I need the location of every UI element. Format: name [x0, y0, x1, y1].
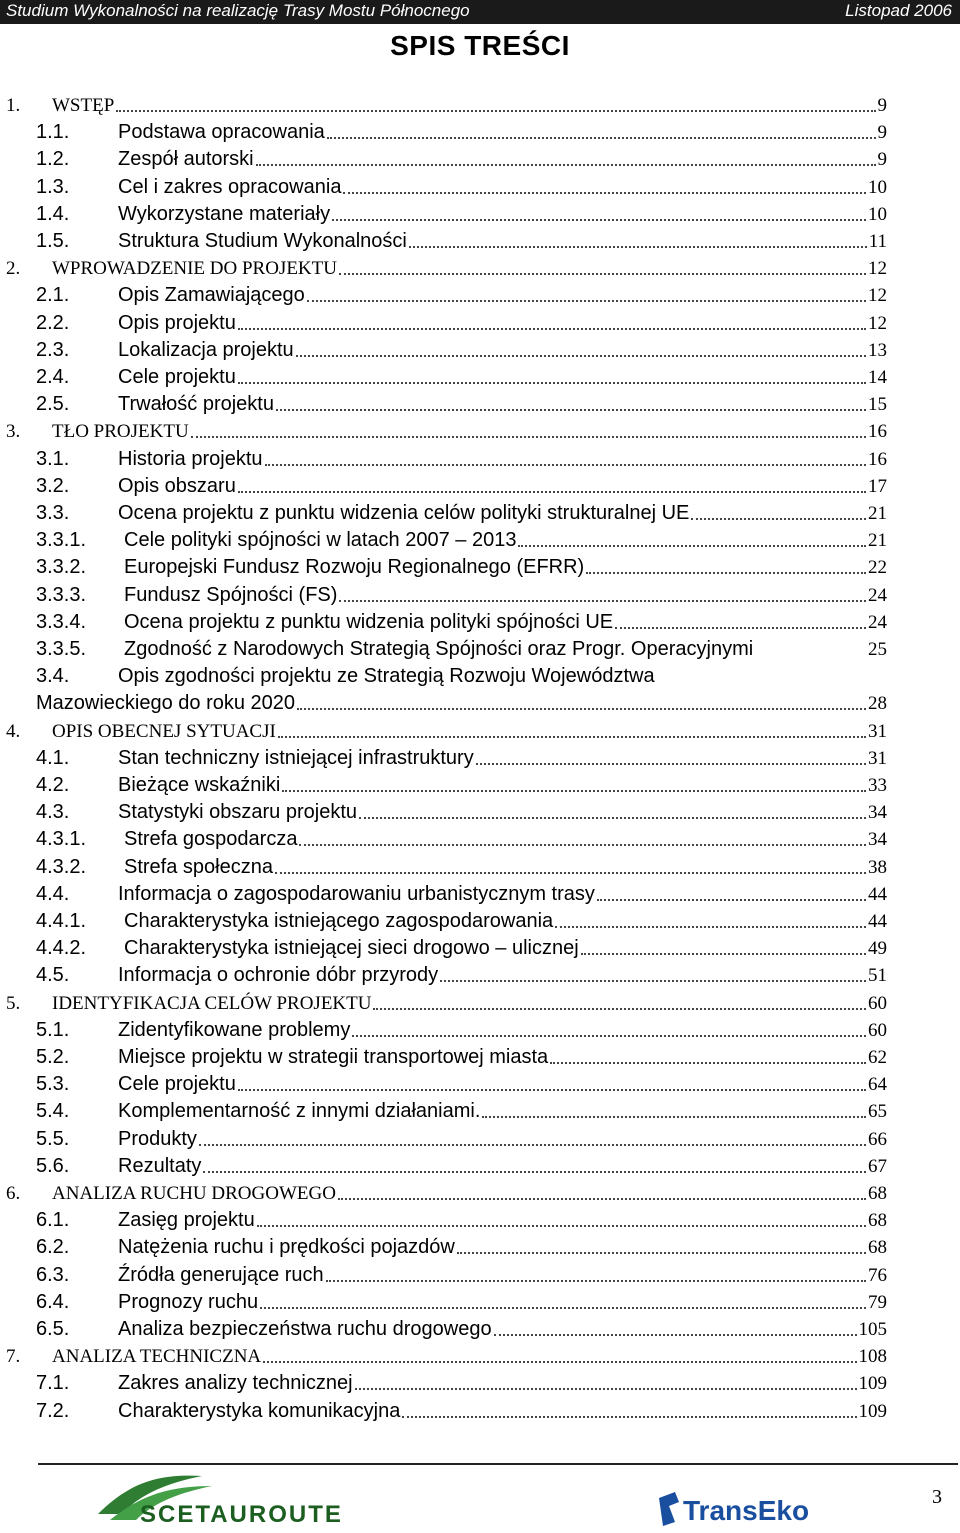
toc-entry-page: 21	[868, 503, 887, 524]
toc-entry-page: 12	[868, 258, 887, 280]
toc-entry-title: Zespół autorski	[118, 148, 254, 171]
toc-entry-number: 6.	[6, 1183, 21, 1204]
toc-entry-page: 31	[868, 720, 887, 742]
toc-entry-title: Ocena projektu z punktu widzenia polityki spójności UE	[124, 610, 614, 633]
toc-entry-leader	[555, 926, 866, 928]
toc-entry-leader	[326, 1280, 866, 1282]
toc-entry-page: 10	[868, 203, 887, 225]
toc-entry[interactable]	[0, 1262, 960, 1289]
toc-entry-number: 7.2.	[36, 1399, 70, 1422]
toc-entry-leader	[332, 219, 866, 221]
toc-entry-leader	[238, 382, 866, 384]
transeko-logo	[655, 1488, 820, 1530]
toc-entry-title: Informacja o zagospodarowaniu urbanistycznym trasy	[118, 882, 595, 905]
toc-entry[interactable]	[0, 745, 960, 772]
toc-entry-leader	[296, 355, 866, 357]
toc-entry-title: IDENTYFIKACJA CELÓW PROJEKTU	[52, 992, 372, 1014]
toc-entry-number: 5.3.	[36, 1073, 70, 1096]
toc-entry-title: Cele projektu	[118, 1073, 236, 1096]
toc-entry-number: 1.2.	[36, 148, 70, 171]
toc-entry[interactable]	[0, 1398, 960, 1425]
toc-entry-title: Lokalizacja projektu	[118, 338, 294, 361]
toc-entry-title: Miejsce projektu w strategii transportowej miasta	[118, 1046, 549, 1068]
toc-entry-leader	[355, 1388, 857, 1390]
toc-entry-page: 105	[858, 1319, 887, 1340]
toc-entry-leader	[238, 328, 866, 330]
transeko-logo-text: TransEko	[683, 1495, 810, 1526]
toc-entry-leader	[615, 627, 866, 629]
toc-entry-title: Europejski Fundusz Rozwoju Regionalnego (EFRR)	[124, 556, 585, 579]
toc-entry-page: 21	[868, 530, 887, 552]
toc-entry[interactable]	[0, 799, 960, 826]
toc-entry[interactable]	[0, 1098, 960, 1125]
toc-entry-title: Historia projektu	[118, 447, 263, 470]
toc-entry-title: Cel i zakres opracowania	[118, 175, 342, 198]
toc-entry-number: 2.5.	[36, 393, 70, 416]
toc-entry-page: 66	[868, 1128, 887, 1150]
toc-entry-title: Źródła generujące ruch	[118, 1263, 324, 1286]
toc-entry[interactable]	[0, 718, 960, 745]
toc-entry-page: 9	[877, 149, 887, 171]
toc-entry-leader	[307, 300, 866, 302]
toc-entry-number: 3.1.	[36, 447, 70, 470]
toc-entry[interactable]	[0, 962, 960, 989]
toc-entry-title: Charakterystyka komunikacyjna	[118, 1399, 401, 1422]
toc-entry-title: ANALIZA TECHNICZNA	[52, 1346, 262, 1368]
toc-entry-page: 9	[877, 122, 887, 144]
toc-entry-title: Zgodność z Narodowych Strategią Spójności oraz Progr. Operacyjnymi	[124, 638, 754, 660]
toc-entry-page: 68	[868, 1210, 887, 1232]
toc-entry[interactable]	[0, 582, 960, 609]
toc-entry[interactable]	[0, 92, 960, 119]
footer-divider	[38, 1463, 958, 1465]
toc-entry-leader	[338, 1198, 866, 1200]
toc-entry-title: Struktura Studium Wykonalności	[118, 230, 407, 252]
toc-entry-title: Opis zgodności projektu ze Strategią Rozwoju Województwa	[118, 665, 655, 688]
toc-entry-page: 79	[868, 1291, 887, 1313]
toc-entry-title: Strefa społeczna	[124, 855, 273, 878]
toc-entry-leader	[482, 1116, 866, 1118]
toc-entry-title: OPIS OBECNEJ SYTUACJI	[52, 720, 276, 742]
toc-entry-title: Zasięg projektu	[118, 1209, 255, 1232]
toc-entry-page: 34	[868, 802, 887, 824]
toc-entry-leader	[257, 1225, 866, 1227]
toc-entry-number: 2.1.	[36, 284, 70, 307]
toc-entry-leader	[550, 1062, 866, 1064]
toc-entry-number: 3.3.3.	[36, 583, 87, 606]
toc-entry-number: 4.5.	[36, 964, 70, 987]
toc-entry-title: Opis obszaru	[118, 474, 236, 497]
toc-entry-leader	[282, 790, 866, 792]
toc-entry-leader	[476, 763, 866, 765]
toc-entry-leader	[359, 817, 866, 819]
toc-entry[interactable]	[0, 473, 960, 500]
toc-entry[interactable]	[0, 1071, 960, 1098]
toc-entry-leader	[297, 708, 866, 710]
toc-entry-number: 7.	[6, 1346, 21, 1368]
toc-entry-number: 5.1.	[36, 1018, 70, 1041]
toc-entry-leader	[373, 1008, 866, 1010]
toc-entry[interactable]	[0, 1289, 960, 1316]
toc-entry-number: 3.3.2.	[36, 556, 87, 579]
toc-entry-title: Analiza bezpieczeństwa ruchu drogowego	[118, 1318, 492, 1340]
toc-entry-page: 62	[868, 1047, 887, 1068]
toc-entry[interactable]	[0, 1044, 960, 1071]
toc-entry-leader	[457, 1252, 866, 1254]
toc-entry-number: 2.2.	[36, 311, 70, 334]
toc-entry-title: Natężenia ruchu i prędkości pojazdów	[118, 1236, 455, 1259]
toc-entry-page: 24	[868, 611, 887, 633]
toc-entry[interactable]	[0, 391, 960, 418]
toc-entry-page: 64	[868, 1074, 887, 1096]
toc-entry-page: 34	[868, 829, 887, 851]
toc-entry-leader	[518, 545, 866, 547]
toc-entry-page: 31	[868, 747, 887, 769]
toc-entry-number: 3.3.	[36, 502, 70, 524]
toc-entry-leader	[263, 1361, 856, 1363]
toc-entry-number: 3.	[6, 421, 21, 443]
toc-entry[interactable]	[0, 990, 960, 1017]
toc-entry-number: 6.5.	[36, 1318, 70, 1340]
toc-entry[interactable]	[0, 690, 960, 717]
toc-entry[interactable]	[0, 772, 960, 799]
toc-entry-number: 1.1.	[36, 121, 70, 144]
toc-entry-number: 4.3.	[36, 801, 70, 824]
toc-entry-leader	[199, 1144, 866, 1146]
toc-entry[interactable]	[0, 527, 960, 554]
toc-entry-leader	[440, 980, 866, 982]
toc-entry-number: 5.5.	[36, 1127, 70, 1150]
toc-entry-page: 11	[868, 231, 887, 252]
scetauroute-logo-text: SCETAUROUTE	[140, 1501, 343, 1528]
toc-entry-number: 4.3.2.	[36, 855, 87, 878]
toc-entry-title: WSTĘP	[52, 95, 115, 116]
toc-entry-number: 3.2.	[36, 474, 70, 497]
toc-entry-leader	[586, 572, 866, 574]
toc-entry-number: 1.3.	[36, 175, 70, 198]
toc-entry-title: Opis Zamawiającego	[118, 284, 305, 307]
toc-entry-page: 51	[868, 965, 887, 987]
toc-entry-number: 6.2.	[36, 1236, 70, 1259]
toc-entry-page: 68	[868, 1237, 887, 1259]
toc-entry-number: 4.	[6, 720, 21, 742]
toc-entry[interactable]	[0, 310, 960, 337]
toc-entry[interactable]	[0, 854, 960, 881]
toc-entry-leader	[494, 1334, 857, 1336]
toc-entry-page: 109	[858, 1400, 887, 1422]
toc-entry-number: 3.3.1.	[36, 529, 87, 552]
toc-entry-title: Produkty	[118, 1127, 197, 1150]
toc-entry-page: 16	[868, 421, 887, 443]
toc-entry-leader	[327, 137, 876, 139]
toc-entry-page: 44	[868, 911, 887, 932]
toc-entry-page: 60	[868, 992, 887, 1014]
toc-entry-leader	[299, 844, 866, 846]
toc-entry-title: Podstawa opracowania	[118, 121, 325, 144]
toc-entry-title: Bieżące wskaźniki	[118, 774, 281, 796]
toc-entry-title: Zidentyfikowane problemy	[118, 1018, 351, 1041]
toc-entry-page: 14	[868, 367, 887, 388]
toc-entry-number: 5.2.	[36, 1046, 70, 1068]
toc-entry-number: 6.4.	[36, 1290, 70, 1313]
toc-entry-title: Zakres analizy technicznej	[118, 1372, 353, 1395]
toc-entry-page: 10	[868, 176, 887, 198]
toc-entry-title: TŁO PROJEKTU	[52, 421, 189, 443]
toc-entry-leader	[352, 1035, 866, 1037]
toc-entry-title: WPROWADZENIE DO PROJEKTU	[52, 258, 337, 280]
toc-entry-leader	[402, 1416, 856, 1418]
toc-entry-leader	[116, 110, 875, 112]
toc-entry-page: 109	[858, 1373, 887, 1395]
toc-entry-number: 2.3.	[36, 338, 70, 361]
toc-entry-title: Charakterystyka istniejącej sieci drogowo – ulicznej	[124, 937, 579, 960]
toc-entry-page: 24	[868, 584, 887, 606]
toc-entry-page: 108	[858, 1346, 887, 1368]
header-date: Listopad 2006	[845, 1, 952, 20]
toc-entry-title: Ocena projektu z punktu widzenia celów polityki strukturalnej UE	[118, 502, 690, 524]
toc-entry[interactable]	[0, 609, 960, 636]
toc-entry-title: Cele polityki spójności w latach 2007 – 2013	[124, 529, 517, 552]
toc-entry-number: 3.3.5.	[36, 638, 87, 660]
toc-entry-title: Komplementarność z innymi działaniami.	[118, 1100, 481, 1123]
toc-entry-page: 22	[868, 557, 887, 579]
toc-entry-number: 4.3.1.	[36, 828, 87, 851]
page-header	[0, 0, 960, 24]
toc-entry-title: Charakterystyka istniejącego zagospodarowania	[124, 910, 554, 932]
header-title: Studium Wykonalności na realizację Trasy Mostu Północnego	[6, 1, 470, 20]
toc-entry-leader	[343, 192, 866, 194]
toc-entry-number: 2.	[6, 258, 21, 280]
toc-entry-title: Informacja o ochronie dóbr przyrody	[118, 964, 439, 987]
toc-entry-number: 1.	[6, 95, 21, 116]
toc-entry-number: 5.4.	[36, 1100, 70, 1123]
toc-entry-title: Fundusz Spójności (FS)	[124, 583, 338, 606]
toc-entry-title: Stan techniczny istniejącej infrastruktury	[118, 746, 474, 769]
toc-entry-number: 6.1.	[36, 1209, 70, 1232]
page-number: 3	[932, 1486, 942, 1508]
toc-entry[interactable]	[0, 337, 960, 364]
toc-entry-number: 4.4.1.	[36, 910, 87, 932]
toc-entry-page: 76	[868, 1264, 887, 1286]
toc-entry-number: 5.	[6, 992, 21, 1014]
toc-entry[interactable]	[0, 663, 960, 690]
toc-entry[interactable]	[0, 1180, 960, 1207]
toc-entry-leader	[256, 164, 876, 166]
toc-entry[interactable]	[0, 119, 960, 146]
toc-entry[interactable]	[0, 908, 960, 935]
page-title: SPIS TREŚCI	[390, 30, 570, 61]
toc-entry[interactable]	[0, 1234, 960, 1261]
toc-entry-page: 12	[868, 312, 887, 334]
toc-entry-title: Rezultaty	[118, 1154, 202, 1177]
toc-entry[interactable]	[0, 636, 960, 663]
toc-entry[interactable]	[0, 364, 960, 391]
toc-entry[interactable]	[0, 826, 960, 853]
toc-entry-leader	[276, 409, 866, 411]
toc-entry-page: 65	[868, 1101, 887, 1123]
toc-entry-number: 4.2.	[36, 774, 70, 796]
toc-entry-number: 7.1.	[36, 1372, 70, 1395]
toc-entry-number: 3.4.	[36, 665, 70, 688]
toc-entry[interactable]	[0, 255, 960, 282]
toc-entry-leader	[238, 491, 866, 493]
toc-entry-page: 25	[868, 639, 887, 660]
toc-entry-title: Wykorzystane materiały	[118, 202, 331, 225]
toc-entry-leader	[409, 246, 867, 248]
toc-entry[interactable]	[0, 446, 960, 473]
toc-entry-number: 4.1.	[36, 746, 70, 769]
toc-entry-leader	[275, 872, 866, 874]
toc-entry-leader	[278, 736, 866, 738]
toc-entry-number: 1.5.	[36, 230, 70, 252]
toc-entry[interactable]	[0, 201, 960, 228]
toc-entry[interactable]	[0, 500, 960, 527]
toc-entry-number: 6.3.	[36, 1263, 70, 1286]
toc-entry-page: 49	[868, 938, 887, 960]
toc-entry[interactable]	[0, 1316, 960, 1343]
toc-entry-leader	[339, 273, 866, 275]
toc-entry-title: ANALIZA RUCHU DROGOWEGO	[52, 1183, 336, 1204]
toc-entry-page: 12	[868, 285, 887, 307]
toc-entry-title: Mazowieckiego do roku 2020	[36, 692, 296, 715]
toc-entry-number: 3.3.4.	[36, 610, 87, 633]
toc-entry-number: 4.4.2.	[36, 937, 87, 960]
toc-entry-leader	[260, 1307, 866, 1309]
toc-entry-title: Prognozy ruchu	[118, 1290, 259, 1313]
toc-entry-page: 16	[868, 448, 887, 470]
toc-entry-page: 15	[868, 394, 887, 416]
toc-entry-title: Strefa gospodarcza	[124, 828, 298, 851]
toc-entry-title: Statystyki obszaru projektu	[118, 801, 357, 824]
toc-entry-leader	[238, 1089, 866, 1091]
toc-entry[interactable]	[0, 228, 960, 255]
toc-entry[interactable]	[0, 881, 960, 908]
toc-entry[interactable]	[0, 174, 960, 201]
toc-entry-leader	[265, 464, 866, 466]
toc-entry-title: Opis projektu	[118, 311, 236, 334]
toc-entry[interactable]	[0, 1343, 960, 1370]
toc-entry-page: 28	[868, 693, 887, 715]
toc-entry-page: 68	[868, 1183, 887, 1204]
toc-entry[interactable]	[0, 282, 960, 309]
toc-entry[interactable]	[0, 1207, 960, 1234]
toc-entry-leader	[203, 1171, 866, 1173]
toc-entry-page: 67	[868, 1155, 887, 1177]
toc-entry[interactable]	[0, 554, 960, 581]
toc-entry[interactable]	[0, 1370, 960, 1397]
toc-entry-leader	[691, 518, 866, 520]
toc-entry-page: 9	[877, 95, 887, 116]
toc-entry-leader	[581, 953, 866, 955]
toc-entry-number: 2.4.	[36, 366, 70, 388]
toc-entry-page: 44	[868, 883, 887, 905]
toc-entry-page: 33	[868, 775, 887, 796]
toc-entry-number: 4.4.	[36, 882, 70, 905]
toc-entry-leader	[191, 436, 866, 438]
toc-entry[interactable]	[0, 1017, 960, 1044]
toc-entry-leader	[339, 600, 866, 602]
toc-entry-page: 38	[868, 856, 887, 878]
toc-entry[interactable]	[0, 146, 960, 173]
toc-entry[interactable]	[0, 935, 960, 962]
scetauroute-logo	[92, 1470, 362, 1528]
toc-entry-page: 60	[868, 1019, 887, 1041]
toc-entry-number: 1.4.	[36, 202, 70, 225]
toc-entry-title: Trwałość projektu	[118, 393, 274, 416]
toc-entry[interactable]	[0, 1153, 960, 1180]
toc-entry-title: Cele projektu	[118, 366, 236, 388]
toc-entry-page: 17	[868, 475, 887, 497]
toc-entry[interactable]	[0, 418, 960, 445]
toc-entry[interactable]	[0, 1126, 960, 1153]
toc-entry-leader	[597, 899, 866, 901]
toc-entry-number: 5.6.	[36, 1154, 70, 1177]
toc-entry-page: 13	[868, 339, 887, 361]
